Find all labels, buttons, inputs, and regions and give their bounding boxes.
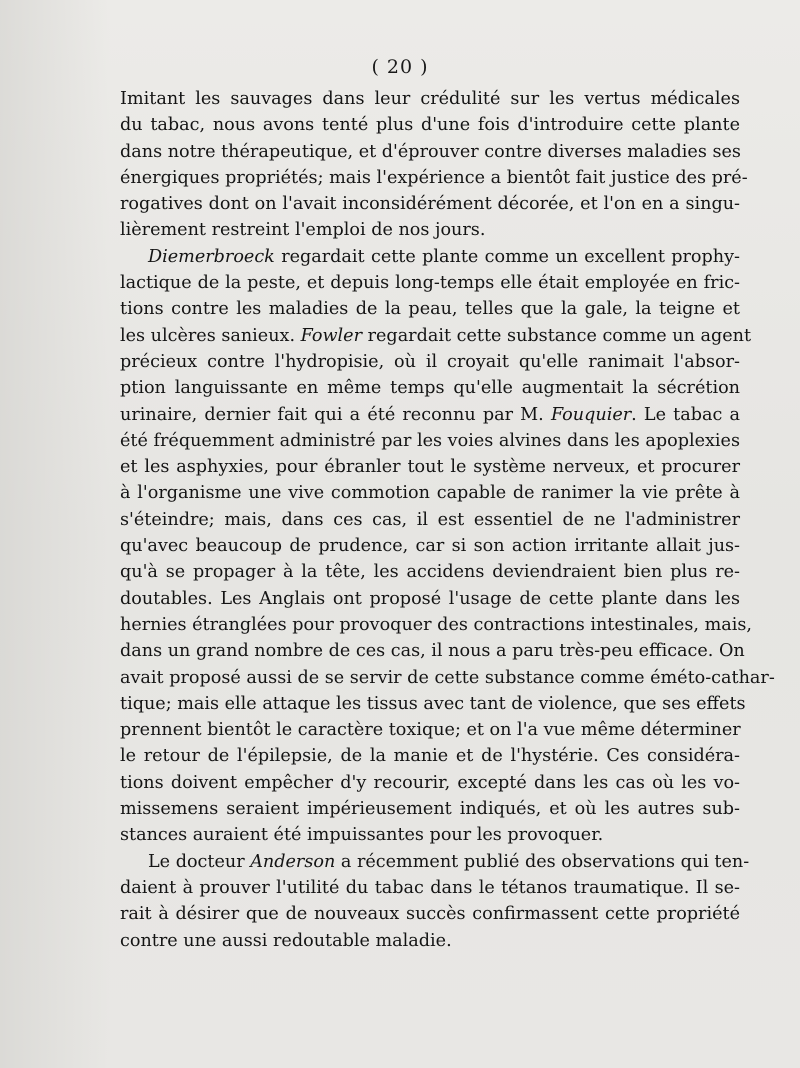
text-run: avait proposé aussi de se servir de cette substance comme éméto-cathar- <box>120 667 775 688</box>
text-run: les ulcères sanieux. <box>120 325 301 346</box>
text-line <box>120 638 745 664</box>
author-name: Anderson <box>250 851 336 872</box>
text-run: été fréquemment administré par les voies alvines dans les apoplexies <box>120 430 740 451</box>
text-line <box>120 402 740 428</box>
text-run: daient à prouver l'utilité du tabac dans le tétanos traumatique. Il se- <box>120 877 740 898</box>
text-line <box>120 428 740 454</box>
text-line <box>120 533 740 559</box>
page-edge-shadow <box>0 0 110 1068</box>
text-line <box>120 743 740 769</box>
text-run: tique; mais elle attaque les tissus avec tant de violence, que ses effets <box>120 693 746 714</box>
text-line <box>120 112 740 138</box>
page-number: ( 20 ) <box>371 56 429 78</box>
text-run: urinaire, dernier fait qui a été reconnu par M. <box>120 404 551 425</box>
text-run: dans un grand nombre de ces cas, il nous a paru très-peu efficace. On <box>120 641 745 662</box>
text-line <box>120 191 740 217</box>
text-run: précieux contre l'hydropisie, où il croyait qu'elle ranimait l'absor- <box>120 351 740 372</box>
text-run: et les asphyxies, pour ébranler tout le système nerveux, et procurer <box>120 457 740 478</box>
text-line <box>120 217 740 243</box>
text-line <box>120 349 740 375</box>
text-run: stances auraient été impuissantes pour les provoquer. <box>120 825 604 846</box>
text-run: dans notre thérapeutique, et d'éprouver contre diverses maladies ses <box>120 141 741 162</box>
text-run: tions doivent empêcher d'y recourir, excepté dans les cas où les vo- <box>120 772 740 793</box>
text-line <box>120 665 775 691</box>
text-line <box>120 770 740 796</box>
text-line <box>120 86 740 112</box>
text-line <box>120 849 750 875</box>
text-line <box>120 270 740 296</box>
text-line <box>120 875 740 901</box>
paragraph <box>120 86 748 244</box>
body-text <box>120 86 775 954</box>
text-run: Le docteur <box>148 851 251 872</box>
text-line <box>120 454 740 480</box>
text-run: du tabac, nous avons tenté plus d'une fois d'introduire cette plante <box>120 115 740 136</box>
paragraph <box>120 244 775 849</box>
text-line <box>120 717 740 743</box>
text-run: lactique de la peste, et depuis long-temps elle était employée en fric- <box>120 273 740 294</box>
text-line <box>120 480 740 506</box>
text-line <box>120 691 746 717</box>
text-line <box>120 244 740 270</box>
text-line <box>120 612 752 638</box>
text-run: lièrement restreint l'emploi de nos jours. <box>120 220 486 241</box>
text-run: regardait cette substance comme un agent <box>362 325 752 346</box>
text-line <box>120 323 752 349</box>
text-run: prennent bientôt le caractère toxique; et on l'a vue même déterminer <box>120 720 741 741</box>
text-line <box>120 928 740 954</box>
text-run: doutables. Les Anglais ont proposé l'usage de cette plante dans les <box>120 588 740 609</box>
text-run: regardait cette plante comme un excellent prophy- <box>274 246 740 267</box>
text-run: rait à désirer que de nouveaux succès confirmassent cette propriété <box>120 904 740 925</box>
author-name: Diemerbroeck <box>148 246 275 267</box>
text-line <box>120 901 740 927</box>
text-run: tions contre les maladies de la peau, telles que la gale, la teigne et <box>120 299 740 320</box>
text-run: contre une aussi redoutable maladie. <box>120 930 452 951</box>
text-run: le retour de l'épilepsie, de la manie et de l'hystérie. Ces considéra- <box>120 746 740 767</box>
text-run: missemens seraient impérieusement indiqués, et où les autres sub- <box>120 799 740 820</box>
text-run: a récemment publié des observations qui ten- <box>335 851 750 872</box>
author-name: Fowler <box>300 325 363 346</box>
text-line <box>120 375 740 401</box>
author-name: Fouquier <box>550 404 632 425</box>
text-run: . Le tabac a <box>631 404 740 425</box>
text-run: hernies étranglées pour provoquer des contractions intestinales, mais, <box>120 614 752 635</box>
text-run: Imitant les sauvages dans leur crédulité sur les vertus médicales <box>120 89 740 109</box>
text-run: énergiques propriétés; mais l'expérience a bientôt fait justice des pré- <box>120 167 748 188</box>
text-run: qu'à se propager à la tête, les accidens deviendraient bien plus re- <box>120 562 740 583</box>
text-run: rogatives dont on l'avait inconsidérément décorée, et l'on en a singu- <box>120 194 740 215</box>
text-line <box>120 139 740 165</box>
text-line <box>120 586 740 612</box>
text-run: s'éteindre; mais, dans ces cas, il est essentiel de ne l'administrer <box>120 509 740 530</box>
paragraph <box>120 849 750 954</box>
text-line <box>120 822 740 848</box>
text-line <box>120 796 740 822</box>
text-line <box>120 165 748 191</box>
text-line <box>120 296 740 322</box>
text-line <box>120 559 740 585</box>
text-run: à l'organisme une vive commotion capable de ranimer la vie prête à <box>120 483 740 504</box>
text-run: ption languissante en même temps qu'elle augmentait la sécrétion <box>120 378 740 399</box>
text-run: qu'avec beaucoup de prudence, car si son action irritante allait jus- <box>120 536 740 557</box>
text-line <box>120 507 740 533</box>
